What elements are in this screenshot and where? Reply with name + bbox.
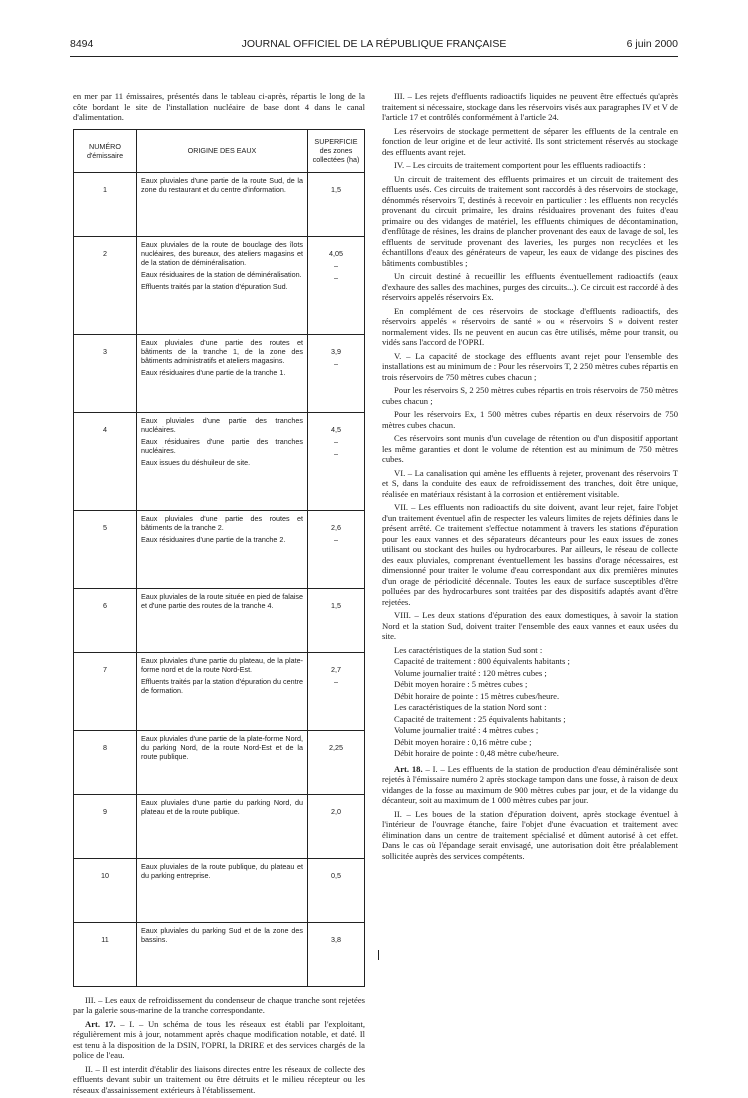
list-item: Débit horaire de pointe : 15 mètres cubes/heure. [394, 690, 560, 701]
article-17-text: – I. – Un schéma de tous les réseaux est établi par l'exploitant, régulièrement mis à jour, notamment après chaque modification notable, et daté. Il est tenu à la disposition de la DSIN, l'OPRI, la DRIRE et des services chargés de la police de l'eau. [73, 1018, 366, 1060]
table-row [74, 730, 365, 794]
origine-cell [137, 588, 308, 652]
origine-cell [137, 858, 308, 922]
emissaire-number: 10 [74, 858, 137, 922]
list-item: Volume journalier traité : 120 mètres cubes ; [394, 667, 547, 678]
superficie-value: – [334, 436, 338, 446]
superficie-cell [308, 922, 365, 986]
superficie-value: – [334, 448, 338, 458]
emissaire-number: 9 [74, 794, 137, 858]
paragraph: IV. – Les circuits de traitement comportent pour les effluents radioactifs : [394, 160, 646, 170]
superficie-cell [308, 588, 365, 652]
emissaire-number: 8 [74, 730, 137, 794]
list-item: Capacité de traitement : 25 équivalents habitants ; [394, 713, 566, 724]
station-nord-title: Les caractéristiques de la station Nord sont : [394, 702, 547, 712]
publication-date: 6 juin 2000 [626, 38, 678, 50]
table-row [74, 588, 365, 652]
table-row [74, 412, 365, 510]
origine-cell [137, 412, 308, 510]
superficie-value: 3,8 [331, 934, 341, 944]
origine-entry: Eaux pluviales de la route située en pied de falaise et d'une partie des routes de la tranche 4. [141, 591, 303, 610]
table-row [74, 510, 365, 588]
superficie-value: – [334, 272, 338, 282]
paragraph: Pour les réservoirs Ex, 1 500 mètres cubes répartis en deux réservoirs de 750 mètres cubes chacun. [382, 409, 678, 430]
left-column [73, 91, 365, 1098]
col-header-superficie: SUPERFICIE des zones collectées (ha) [308, 129, 365, 172]
header-rule [70, 56, 678, 57]
table-row [74, 922, 365, 986]
superficie-value: 2,6 [331, 522, 341, 532]
superficie-value: 0,5 [331, 870, 341, 880]
superficie-value: – [334, 358, 338, 368]
paragraph: En complément de ces réservoirs de stockage d'effluents radioactifs, des réservoirs appelés « réservoirs de santé » ou « réservoirs S » doivent rester normalement vides. Ils ne peuvent en aucun cas être utilisés, même pour transit, ou vidés sans l'accord de l'OPRI. [382, 305, 678, 347]
origine-cell [137, 652, 308, 730]
origine-entry: Effluents traités par la station d'épuration du centre de formation. [141, 676, 303, 695]
origine-entry: Eaux pluviales d'une partie du plateau, de la plate-forme nord et de la route Nord-Est. [141, 655, 303, 674]
emissaire-number: 4 [74, 412, 137, 510]
origine-entry: Eaux résiduaires de la station de déminéralisation. [141, 269, 302, 279]
table-body [74, 172, 365, 986]
station-sud-title: Les caractéristiques de la station Sud sont : [394, 644, 543, 655]
origine-cell [137, 730, 308, 794]
superficie-cell [308, 858, 365, 922]
paragraph-iii: III. – Les eaux de refroidissement du condenseur de chaque tranche sont rejetées par la galerie sous-marine de la tranche correspondante. [73, 994, 365, 1015]
origine-entry: Eaux pluviales d'une partie de la plate-forme Nord, du parking Nord, de la route Nord-Est et de la route publique. [141, 733, 303, 761]
page-number: 8494 [70, 38, 94, 50]
origine-entry: Eaux résiduaires d'une partie de la tranche 1. [141, 367, 286, 377]
origine-entry: Eaux issues du déshuileur de site. [141, 457, 251, 467]
article-17-ii: II. – Il est interdit d'établir des liaisons directes entre les réseaux de collecte des effluents devant subir un traitement ou être détruits et le milieu récepteur ou les réseaux d'assainissement extérieurs à l'établissement. [73, 1063, 365, 1095]
article-17-paragraph [73, 1019, 365, 1061]
superficie-value: 2,0 [331, 806, 341, 816]
list-item: Volume journalier traité : 4 mètres cubes ; [394, 725, 539, 735]
article-18-paragraph [382, 764, 678, 806]
paragraph: VII. – Les effluents non radioactifs du site doivent, avant leur rejet, faire l'objet d'un traitement éventuel afin de respecter les valeurs limites de rejets définies dans le présent arrêté. Ce traitement s'effectue notamment à travers les stations d'épuration pour les eaux vannes et des séparateurs décanteurs pour les eaux issues de zones utilisant ou stockant des huiles ou hydrocarbures. Par ailleurs, le réseau de collecte des eaux pluviales, comprenant éventuellement les bassins d'orage nécessaires, est dimensionné pour traiter le volume d'eau correspondant aux dix premières minutes d'un orage de périodicité décennale. Toutes les eaux de surface susceptibles d'être polluées par des hydrocarbures sont traitées par des dispositifs adaptés avant d'être rejetées. [382, 502, 678, 607]
paragraph: Un circuit de traitement des effluents primaires et un circuit de traitement des effluents usés. Ces circuits de traitement sont raccordés à des réservoirs de stockage, dénommés réservoirs T, destinés à recevoir en particulier : les effluents non recyclés provenant du circuit primaire, les drains résiduaires provenant des fuites d'eau primaire ou des vidanges de matériel, les effluents chimiques de décontamination, d'enflûtage de résines, les drains de plancher provenant des eaux de lavage de sol, les effluents de servitude provenant des laveries, les purges non recyclées et les échantillons d'eaux des générateurs de vapeur, les eaux de vidange des piscines des bâtiments combustibles ; [382, 173, 678, 268]
origine-entry: Eaux pluviales de la route publique, du plateau et du parking entreprise. [141, 861, 303, 880]
emissaire-number: 6 [74, 588, 137, 652]
paragraph: Ces réservoirs sont munis d'un cuvelage de rétention ou d'un dispositif apportant les même garanties et dont le volume de rétention est au minimum de 750 mètres cubes. [382, 433, 678, 464]
list-item: Débit moyen horaire : 5 mètres cubes ; [394, 679, 528, 689]
origine-entry: Eaux pluviales de la route de bouclage des îlots nucléaires, des bureaux, des ateliers magasins et de la station de déminéralisation. [141, 239, 303, 267]
origine-cell [137, 794, 308, 858]
table-row [74, 172, 365, 236]
paragraph: III. – Les rejets d'effluents radioactifs liquides ne peuvent être effectués qu'après traitement si nécessaire, stockage dans les réservoirs visés aux paragraphes IV et V de l'article 17 et contrôlés conformément à l'article 24. [382, 91, 678, 122]
superficie-cell [308, 412, 365, 510]
list-item: Débit moyen horaire : 0,16 mètre cube ; [394, 736, 532, 747]
origine-cell [137, 236, 308, 334]
article-18-ii: II. – Les boues de la station d'épuration doivent, après stockage éventuel à l'intérieur de l'ouvrage étanche, faire l'objet d'une évacuation et traitement avec élimination dans un centre de traitement spécialisé et dûment autorisé à cet effet. Dans le cas où l'épandage serait envisagé, une autorisation doit être préalablement sollicitée auprès des services compétents. [382, 808, 678, 861]
paragraph: V. – La capacité de stockage des effluents avant rejet pour l'ensemble des installations est au minimum de : Pour les réservoirs T, 2 250 mètres cubes répartis en trois réservoirs de 750 mètres cubes chacun ; [382, 350, 678, 382]
paragraph: Les réservoirs de stockage permettent de séparer les effluents de la centrale en fonction de leur origine et de leur activité. Ils sont strictement réservés au stockage des effluents avant rejet. [382, 125, 678, 157]
origine-cell [137, 334, 308, 412]
origine-entry: Eaux pluviales d'une partie du parking Nord, du plateau et de la route publique. [141, 797, 303, 816]
column-separator [378, 950, 379, 960]
superficie-value: 3,9 [331, 346, 341, 356]
superficie-cell [308, 730, 365, 794]
superficie-value: 4,05 [329, 248, 343, 258]
paragraph: VI. – La canalisation qui amène les effluents à rejeter, provenant des réservoirs T et S, dans la conduite des eaux de refroidissement des tranches, doit être unique, réalisée en matériaux résistant à la corrosion et entièrement visitable. [382, 467, 678, 499]
origine-entry: Eaux pluviales d'une partie des routes et bâtiments de la tranche 2. [141, 513, 303, 532]
paragraph: Un circuit destiné à recueillir les effluents éventuellement radioactifs (eaux d'exhaure des salles des machines, purges des circuits...). Ce circuit est raccordé à des réservoirs appelés réservoirs Ex. [382, 271, 678, 302]
emissaire-number: 1 [74, 172, 137, 236]
table-row [74, 858, 365, 922]
origine-entry: Eaux résiduaires d'une partie des tranches nucléaires. [141, 436, 303, 455]
superficie-value: 4,5 [331, 424, 341, 434]
superficie-cell [308, 652, 365, 730]
emissaire-number: 3 [74, 334, 137, 412]
origine-entry: Eaux pluviales d'une partie de la route Sud, de la zone du restaurant et du centre d'information. [141, 175, 303, 194]
emissaire-number: 5 [74, 510, 137, 588]
list-item: Débit horaire de pointe : 0,48 mètre cube/heure. [394, 748, 559, 758]
superficie-value: 1,5 [331, 184, 341, 194]
origine-cell [137, 172, 308, 236]
superficie-value: 1,5 [331, 600, 341, 610]
emissaire-number: 7 [74, 652, 137, 730]
col-header-origine: ORIGINE DES EAUX [137, 129, 308, 172]
origine-cell [137, 922, 308, 986]
paragraph: Pour les réservoirs S, 2 250 mètres cubes répartis en trois réservoirs de 750 mètres cubes chacun ; [382, 385, 678, 406]
table-row [74, 794, 365, 858]
superficie-value: – [334, 676, 338, 686]
superficie-cell [308, 236, 365, 334]
article-18-label: Art. 18. [394, 763, 423, 774]
journal-title: JOURNAL OFFICIEL DE LA RÉPUBLIQUE FRANÇAISE [241, 38, 507, 50]
article-18-text: – I. – Les effluents de la station de production d'eau déminéralisée sont rejetés à l'émissaire numéro 2 après stockage tampon dans une fosse, à raison de deux vidanges de la fosse au maximum de 900 mètres cubes par jour, et de la vidange du décanteur, soit au maximum de 1 000 mètres cubes par jour. [382, 763, 678, 805]
superficie-cell [308, 334, 365, 412]
emissaires-table [73, 129, 365, 987]
origine-cell [137, 510, 308, 588]
origine-entry: Eaux résiduaires d'une partie de la tranche 2. [141, 534, 286, 544]
origine-entry: Effluents traités par la station d'épuration Sud. [141, 281, 288, 291]
emissaire-number: 11 [74, 922, 137, 986]
superficie-value: – [334, 260, 338, 270]
superficie-value: 2,7 [331, 664, 341, 674]
list-item: Capacité de traitement : 800 équivalents habitants ; [394, 656, 570, 666]
intro-paragraph: en mer par 11 émissaires, présentés dans le tableau ci-après, répartis le long de la côte bordant le site de l'installation nucléaire de base dont 4 dans le canal d'alimentation. [73, 91, 365, 122]
right-column [382, 91, 678, 864]
col-header-numero: NUMÉRO d'émissaire [74, 129, 137, 172]
paragraph: VIII. – Les deux stations d'épuration des eaux domestiques, à savoir la station Nord et la station Sud, doivent traiter l'ensemble des eaux vannes et eaux usées du site. [382, 610, 678, 641]
table-header-row [74, 129, 365, 172]
emissaire-number: 2 [74, 236, 137, 334]
origine-entry: Eaux pluviales d'une partie des routes et bâtiments de la tranche 1, de la zone des bâtiments administratifs et ateliers magasins. [141, 337, 303, 365]
superficie-value: 2,25 [329, 742, 343, 752]
page-header [70, 38, 678, 54]
article-17-label: Art. 17. [85, 1018, 116, 1029]
table-row [74, 236, 365, 334]
superficie-cell [308, 510, 365, 588]
superficie-cell [308, 794, 365, 858]
table-row [74, 652, 365, 730]
superficie-cell [308, 172, 365, 236]
origine-entry: Eaux pluviales du parking Sud et de la zone des bassins. [141, 925, 303, 944]
origine-entry: Eaux pluviales d'une partie des tranches nucléaires. [141, 415, 303, 434]
table-row [74, 334, 365, 412]
superficie-value: – [334, 534, 338, 544]
